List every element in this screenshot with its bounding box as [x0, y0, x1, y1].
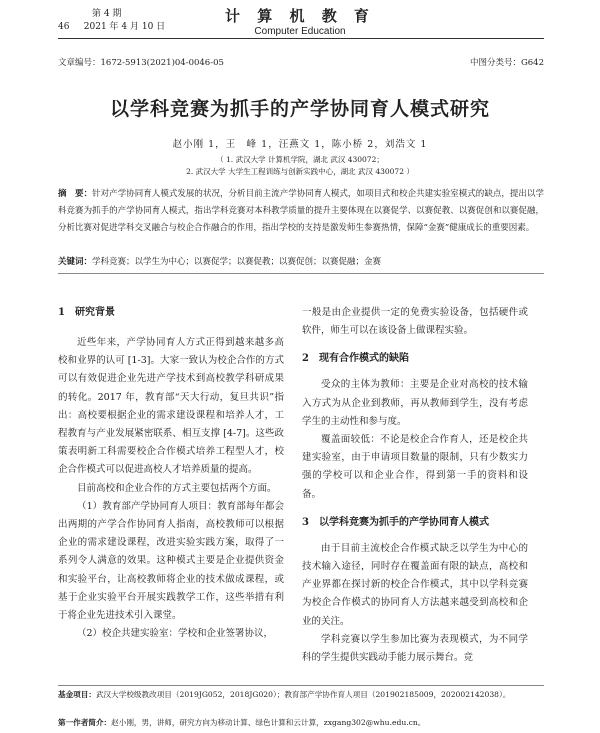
publication-date: 2021 年 4 月 10 日 [83, 22, 166, 32]
paragraph: 目前高校和企业合作的方式主要包括两个方面。 [77, 482, 277, 494]
paragraph: 由于目前主流校企合作模式缺乏以学生为中心的技术输入途径，同时存在覆盖面有限的缺点，高校和产业界都在探讨新的校企合作模式，其中以学科竞赛为校企合作模式的协同育人方法越来越受到高校和企业的关注。 [302, 542, 528, 627]
section-heading-3: 3 以学科竞赛为抓手的产学协同育人模式 [302, 516, 489, 528]
paragraph: 学科竞赛以学生参加比赛为表现模式，为不同学科的学生提供实践动手能力展示舞台。竞 [302, 633, 528, 664]
body-left-column [58, 304, 284, 643]
affiliations [0, 154, 600, 178]
footnote-divider [58, 685, 544, 686]
funding-label: 基金项目： [58, 690, 96, 699]
funding-text: 武汉大学校级教改项目（2019JG052，2018JG020）；教育部产学协作育人项目（201902185009，202002142038）。 [95, 690, 511, 699]
abstract-label: 摘 要： [58, 189, 93, 199]
paragraph: 一般是由企业提供一定的免费实验设备，包括硬件或软件，师生可以在该设备上做课程实验。 [302, 307, 528, 337]
article-number: 文章编号：1672-5913(2021)04-0046-05 [58, 58, 224, 68]
journal-header [0, 5, 600, 37]
keywords-label: 关键词： [58, 257, 93, 267]
author-list: 赵小刚 1，王 峰 1，汪燕文 1，陈小桥 2，刘浩文 1 [172, 139, 428, 150]
body-right-column [302, 304, 528, 667]
abstract [58, 186, 544, 237]
affiliation-2: 2. 武汉大学 大学生工程训练与创新实践中心，湖北 武汉 430072 ） [186, 167, 414, 176]
journal-title: 计 算 机 教 育 [225, 7, 375, 25]
affiliation-1: （ 1. 武汉大学 计算机学院，湖北 武汉 430072； [216, 155, 384, 164]
paragraph: 覆盖面较低：不论是校企合作育人，还是校企共建实验室，由于申请项目数量的限制，只有少数实力强的学校可以和企业合作，得到第一手的资料和设备。 [302, 434, 528, 500]
keywords-text: 学科竞赛；以学生为中心；以赛促学；以赛促教；以赛促创；以赛促融；金赛 [92, 257, 382, 267]
issue-number: 第 4 期 [92, 9, 122, 19]
keywords [58, 255, 544, 267]
funding-note [58, 688, 544, 702]
paragraph: 受众的主体为教师：主要是企业对高校的技术输入方式为从企业到教师，再从教师到学生，没有考虑学生的主动性和参与度。 [302, 379, 528, 427]
paragraph: （2）校企共建实验室：学校和企业签署协议， [77, 628, 274, 640]
section-heading-2: 2 现有合作模式的缺陷 [302, 353, 409, 365]
section-heading-1: 1 研究背景 [58, 307, 115, 318]
author-bio-text: 赵小刚，男，讲师，研究方向为移动计算、绿色计算和云计算，zxgang302@whu.edu.cn。 [111, 718, 426, 727]
classification-number: 中图分类号：G642 [469, 58, 544, 68]
author-bio-label: 第一作者简介： [58, 718, 112, 727]
abstract-text: 针对产学协同育人模式发展的状况，分析目前主流产学协同育人模式，如项目式和校企共建实验室模式的缺点，提出以学科竞赛为抓手的产学协同育人模式，指出学科竞赛对本科教学质量的提升主要体现在以赛促学、以赛促教、以赛促创和以赛促融，分析比赛对促进学科交叉融合与校企合作融合的作用，指出学校的支持是激发师生参赛热情，保障“金赛”健康成长的重要因素。 [58, 189, 544, 233]
paper-title: 以学科竞赛为抓手的产学协同育人模式研究 [109, 98, 490, 120]
header-divider [58, 38, 544, 39]
abstract-divider [58, 273, 544, 274]
author-bio [58, 716, 544, 730]
page-number: 46 [58, 22, 70, 32]
paragraph: （1）教育部产学协同育人项目：教育部每年都会出两期的产学合作协同育人指南，高校教师可以根据企业的需求建设课程，改进实验实践方案，取得了一系列令人满意的效果。这种模式主要是企业提供资金和实验平台，让高校教师将企业的技术做成课程，或基于企业实验平台开展实践教学工作，这些举措有利于将企业先进技术引入课堂。 [58, 500, 284, 622]
paragraph: 近些年来，产学协同育人方式正得到越来越多高校和业界的认可 [1-3]。大家一致认为校企合作的方式可以有效促进企业先进产学技术到高校教学科研成果的转化。2017 年，教育部“天大行动，复旦共识”指出：高校要根据企业的需求建设课程和培养人才，工程教育与产业发展紧密联系、相互支撑 [4-7]。这些政策表明新工科需要校企合作模式培养工程型人才，校企合作模式可以促进高校人才培养质量的提高。 [58, 337, 284, 476]
journal-title-en: Computer Education [254, 26, 346, 37]
